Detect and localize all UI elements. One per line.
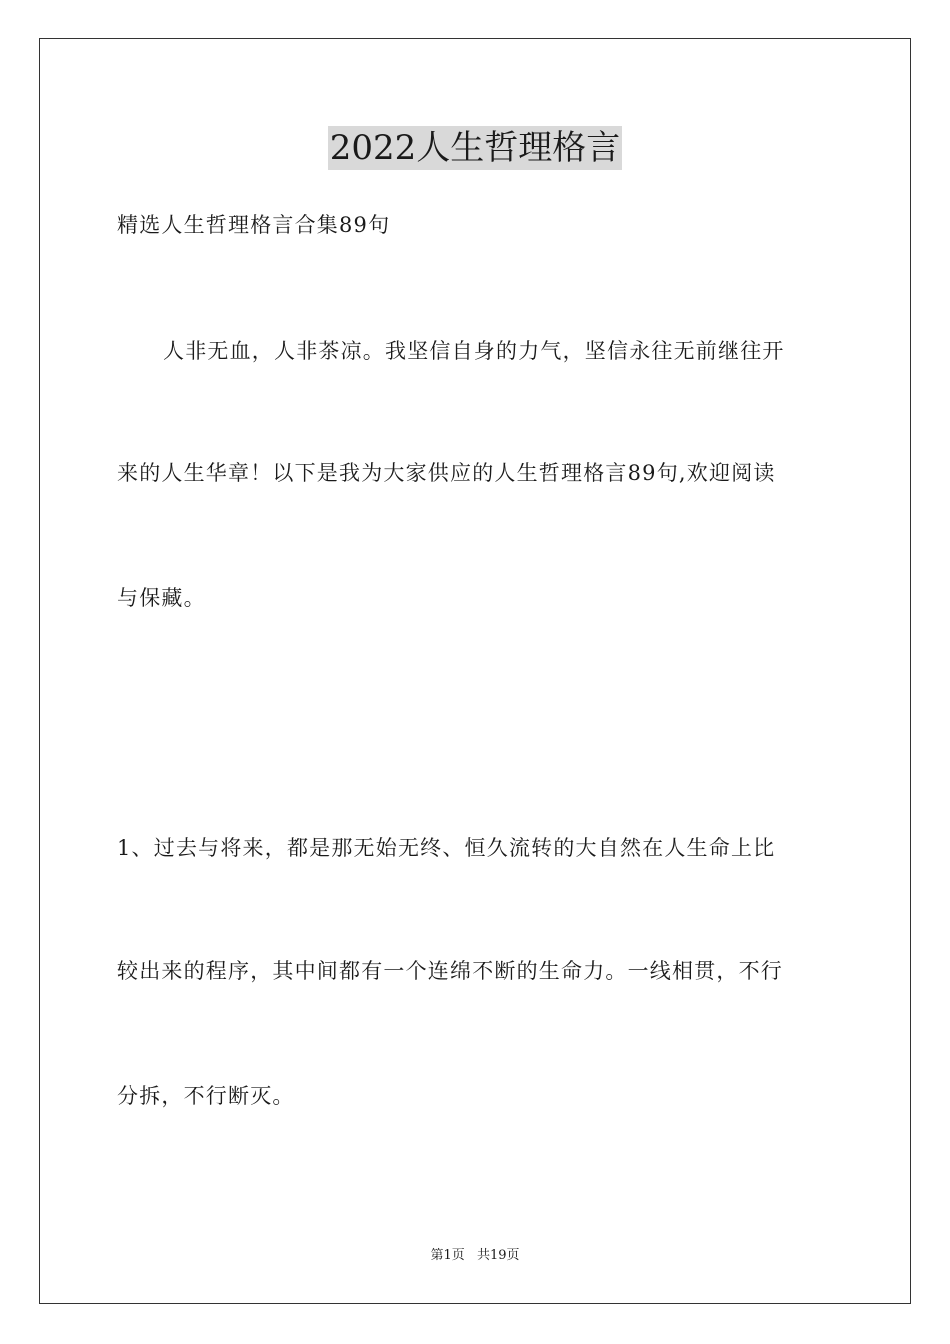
- intro-line-2: 来的人生华章！以下是我为大家供应的人生哲理格言89句,欢迎阅读: [117, 461, 776, 485]
- document-subtitle: 精选人生哲理格言合集89句: [117, 213, 391, 237]
- document-title: 2022人生哲理格言: [329, 128, 621, 168]
- item1-line-2: 较出来的程序，其中间都有一个连绵不断的生命力。一线相贯，不行: [117, 959, 783, 983]
- title-container: [0, 126, 950, 170]
- page-total: 共19页: [476, 1248, 520, 1263]
- intro-line-3: 与保藏。: [117, 586, 206, 610]
- item1-line-3: 分拆，不行断灭。: [117, 1084, 295, 1108]
- page-number: 第1页: [430, 1248, 465, 1263]
- item1-line-1: 1、过去与将来，都是那无始无终、恒久流转的大自然在人生命上比: [117, 836, 776, 860]
- page-footer: [0, 1247, 950, 1265]
- intro-line-1: 人非无血，人非茶凉。我坚信自身的力气，坚信永往无前继往开: [163, 339, 785, 363]
